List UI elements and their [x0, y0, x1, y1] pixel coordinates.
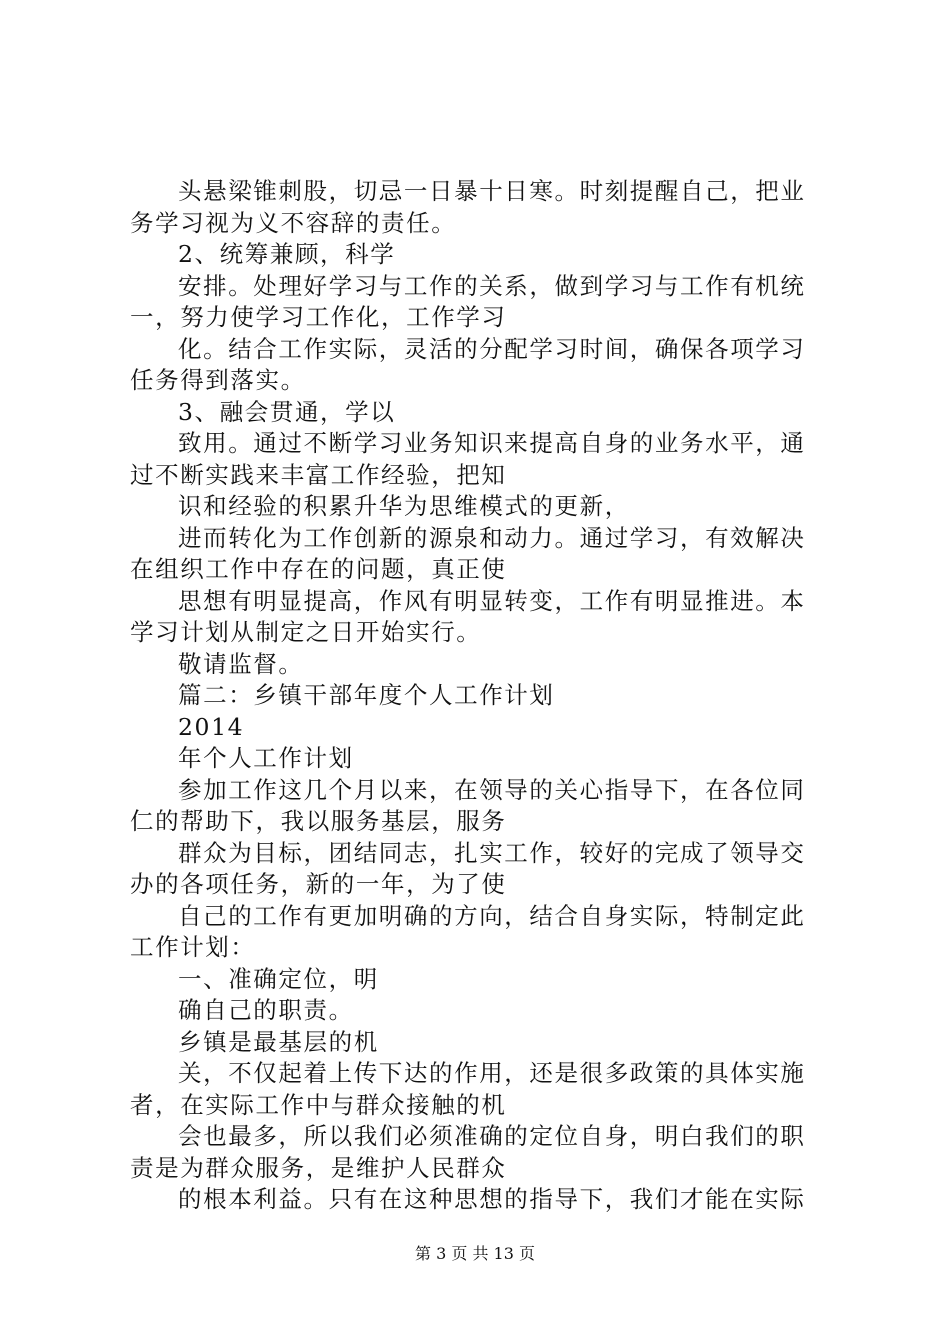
- text-line: 过不断实践来丰富工作经验，把知: [130, 460, 507, 489]
- text-line: 务学习视为义不容辞的责任。: [130, 208, 457, 237]
- text-line: 自己的工作有更加明确的方向，结合自身实际，特制定此: [178, 901, 806, 930]
- text-line: 仁的帮助下，我以服务基层，服务: [130, 807, 507, 835]
- text-line: 篇二：乡镇干部年度个人工作计划: [178, 681, 555, 709]
- text-line: 化。结合工作实际，灵活的分配学习时间，确保各项学习: [178, 334, 806, 363]
- text-line: 敬请监督。: [178, 649, 304, 678]
- text-line: 确自己的职责。: [178, 996, 354, 1024]
- text-line: 乡镇是最基层的机: [178, 1027, 379, 1056]
- text-line: 年个人工作计划: [178, 744, 354, 772]
- text-line: 任务得到落实。: [130, 366, 306, 394]
- text-line: 参加工作这几个月以来，在领导的关心指导下，在各位同: [178, 775, 806, 804]
- text-line: 一、准确定位，明: [178, 964, 379, 993]
- page-footer: 第 3 页 共 13 页: [415, 1244, 535, 1263]
- text-line: 一，努力使学习工作化，工作学习: [130, 303, 507, 331]
- text-line: 2014: [178, 712, 245, 741]
- text-line: 头悬梁锥刺股，切忌一日暴十日寒。时刻提醒自己，把业: [178, 177, 806, 205]
- text-line: 致用。通过不断学习业务知识来提高自身的业务水平，通: [178, 429, 806, 457]
- text-line: 思想有明显提高，作风有明显转变，工作有明显推进。本: [178, 586, 806, 615]
- text-line: 会也最多，所以我们必须准确的定位自身，明白我们的职: [178, 1122, 806, 1150]
- text-line: 在组织工作中存在的问题，真正使: [130, 555, 507, 583]
- document-body: [130, 176, 830, 1216]
- text-line: 办的各项任务，新的一年，为了使: [130, 870, 507, 898]
- text-line: 群众为目标，团结同志，扎实工作，较好的完成了领导交: [178, 838, 806, 867]
- text-line: 者，在实际工作中与群众接触的机: [130, 1090, 507, 1119]
- text-line: 进而转化为工作创新的源泉和动力。通过学习，有效解决: [178, 523, 806, 552]
- text-line: 的根本利益。只有在这种思想的指导下，我们才能在实际: [178, 1185, 806, 1213]
- text-line: 工作计划：: [130, 933, 256, 961]
- text-line: 3、融会贯通，学以: [178, 397, 396, 426]
- text-line: 责是为群众服务，是维护人民群众: [130, 1153, 507, 1182]
- text-line: 识和经验的积累升华为思维模式的更新，: [178, 492, 630, 520]
- text-line: 安排。处理好学习与工作的关系，做到学习与工作有机统: [178, 271, 806, 300]
- text-line: 关，不仅起着上传下达的作用，还是很多政策的具体实施: [178, 1059, 806, 1087]
- text-line: 2、统筹兼顾，科学: [178, 240, 396, 268]
- text-line: 学习计划从制定之日开始实行。: [130, 618, 482, 646]
